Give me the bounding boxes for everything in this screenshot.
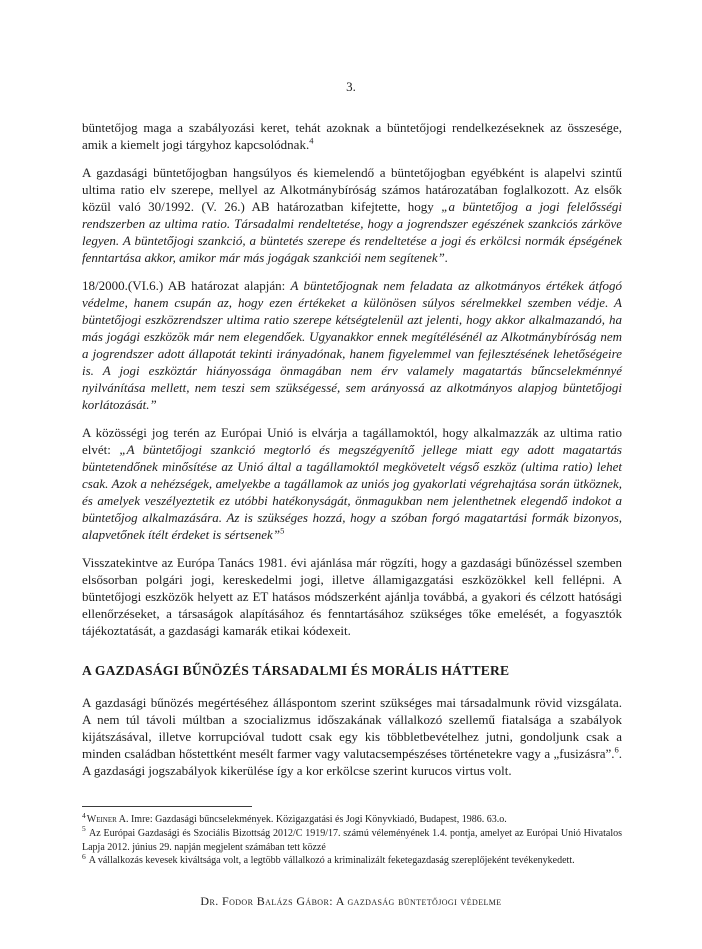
footnote-text: A. Imre: Gazdasági bűncselekmények. Közigazgatási és Jogi Könyvkiadó, Budapest, 1986. 63.o.	[116, 814, 507, 825]
footnote-4	[82, 810, 622, 827]
paragraph-text: . A gazdasági jogszabályok kikerülése így a kor erkölcse szerint kurucos virtus volt.	[82, 746, 622, 778]
footnote-text: A vállalkozás kevesek kiváltsága volt, a legtöbb vállalkozó a kriminalizált feketegazdaság szereplőjeként tevékenykedett.	[86, 855, 575, 867]
paragraph-text: büntetőjog maga a szabályozási keret, tehát azoknak a büntetőjogi rendelkezéseknek az összesége, amik a kiemelt jogi tárgyhoz kapcsolódnak.	[82, 120, 622, 152]
footnote-marker: 6	[82, 852, 86, 862]
page-number: 3.	[346, 79, 356, 94]
paragraph-ab-30-1992	[82, 164, 622, 266]
paragraph-text: A közösségi jog terén az Európai Unió is elvárja a tagállamoktól, hogy alkalmazzák az ultima ratio elvét:	[82, 425, 622, 457]
footnote-marker: 4	[82, 810, 86, 820]
quote-text: „A büntetőjogi szankció megtorló és megszégyenítő jellege miatt egy adott magatartás büntetendőnek minősítése az Unió által a tagállamoktól megkövetelt végső eszköz (ultima ratio) lehet csak. Azok a nehézségek, amelyekbe a tagállamok az uniós jog gyakorlati végrehajtása során ütköznek, és amelyek veszélyeztetik ez utóbbi hatékonyságát, önmagukban nem jelenthetnek elegendő indokot a büntetőjog alkalmazására. Az is szükséges hozzá, hogy a szóban forgó magatartási formák bizonyos, alapvetőnek ítélt érdeket is sértsenek”	[82, 442, 622, 542]
footnotes-section	[82, 806, 622, 868]
quote-text: „a büntetőjog a jogi felelősségi rendszerben az ultima ratio. Társadalmi rendeltetése, hogy a jogrendszer egészének szankciós zárköve legyen. A büntetőjogi szankció, a büntetés szerepe és rendeltetése a jogi és erkölcsi normák épségének fenntartása akkor, amikor már más jogágak szankciói nem segítenek”.	[82, 199, 622, 265]
paragraph-ab-18-2000	[82, 277, 622, 413]
paragraph-tarsadalmi-hatter	[82, 694, 622, 779]
footnote-5	[82, 824, 622, 855]
paragraph-text: A gazdasági bűnözés megértéséhez álláspontom szerint szükséges mai társadalmunk rövid vizsgálata. A nem túl távoli múltban a szocializmus időszakának vállalkozó szellemű fiatalsága a szabályok kijátszásával, illetve korrupcióval tudott csak egy kis többletbevételhez jutni, gondoljunk csak a minden családban hőstettként mesélt farmer vagy valutacsempészéses történetekre vagy a „fusizásra”.	[82, 695, 622, 761]
footnote-text: Az Európai Gazdasági és Szociális Bizottság 2012/C 1919/17. számú véleményének 1.4. pontja, amelyet az Európai Unió Hivatalos Lapja 2012. június 29. napján megjelent számában tett közzé	[82, 827, 622, 853]
footnote-ref-5: 5	[280, 525, 285, 536]
footnote-separator-line	[82, 806, 252, 807]
page-body	[82, 119, 622, 790]
footnote-6	[82, 854, 622, 868]
footnote-marker: 5	[82, 824, 86, 834]
paragraph-intro	[82, 119, 622, 153]
footnote-author: Weiner	[86, 814, 117, 825]
paragraph-europa-tanacs	[82, 554, 622, 639]
paragraph-text: A gazdasági büntetőjogban hangsúlyos és kiemelendő a büntetőjogban egyébként is alapelvi szintű ultima ratio elv szerepe, mellyel az Alkotmánybíróság számos határozatában foglalkozott. Az elsők közül való 30/1992. (V. 26.) AB határozatban kifejtette, hogy	[82, 165, 622, 214]
running-footer: Dr. Fodor Balázs Gábor: A gazdaság büntetőjogi védelme	[200, 894, 502, 908]
section-heading: A GAZDASÁGI BŰNÖZÉS TÁRSADALMI ÉS MORÁLIS HÁTTERE	[82, 663, 510, 678]
footnote-ref-6: 6	[614, 744, 619, 755]
paragraph-text: 18/2000.(VI.6.) AB határozat alapján:	[82, 278, 291, 293]
footnote-ref-4: 4	[309, 135, 314, 146]
paragraph-eu-ultima-ratio	[82, 424, 622, 543]
quote-text: A büntetőjognak nem feladata az alkotmányos értékek átfogó védelme, hanem csupán az, hogy ezen értékeket a különösen súlyos sérelmekkel szemben védje. A büntetőjogi eszközrendszer ultima ratio szerepe kétségtelenül azt jelenti, hogy akkor alkalmazandó, ha más jogági eszközök már nem elegendőek. Ugyanakkor ennek megítélésénél az Alkotmánybíróság nem a jogrendszer adott állapotát tekinti irányadónak, hanem figyelemmel van fejlesztésének lehetőségeire is. A jogi eszköztár hiányossága önmagában nem érv valamely magatartás bűncselekménnyé nyilvánítása mellett, nem teszi sem szükségessé, sem arányossá az alkotmányos alapjog büntetőjogi korlátozását.”	[82, 278, 622, 412]
paragraph-text: Visszatekintve az Európa Tanács 1981. évi ajánlása már rögzíti, hogy a gazdasági bűnözéssel szemben elsősorban polgári jogi, kereskedelmi jogi, illetve államigazgatási eszközökkel kell fellépni. A büntetőjogi eszközök helyett az ET hatásos módszerként ajánlja továbbá, a gyakori és célzott hatósági ellenőrzéseket, a társaságok alapításához és fenntartásához szükséges tőke emelését, a fogyasztók tájékoztatását, a gazdasági kamarák etikai kódexeit.	[82, 555, 622, 638]
